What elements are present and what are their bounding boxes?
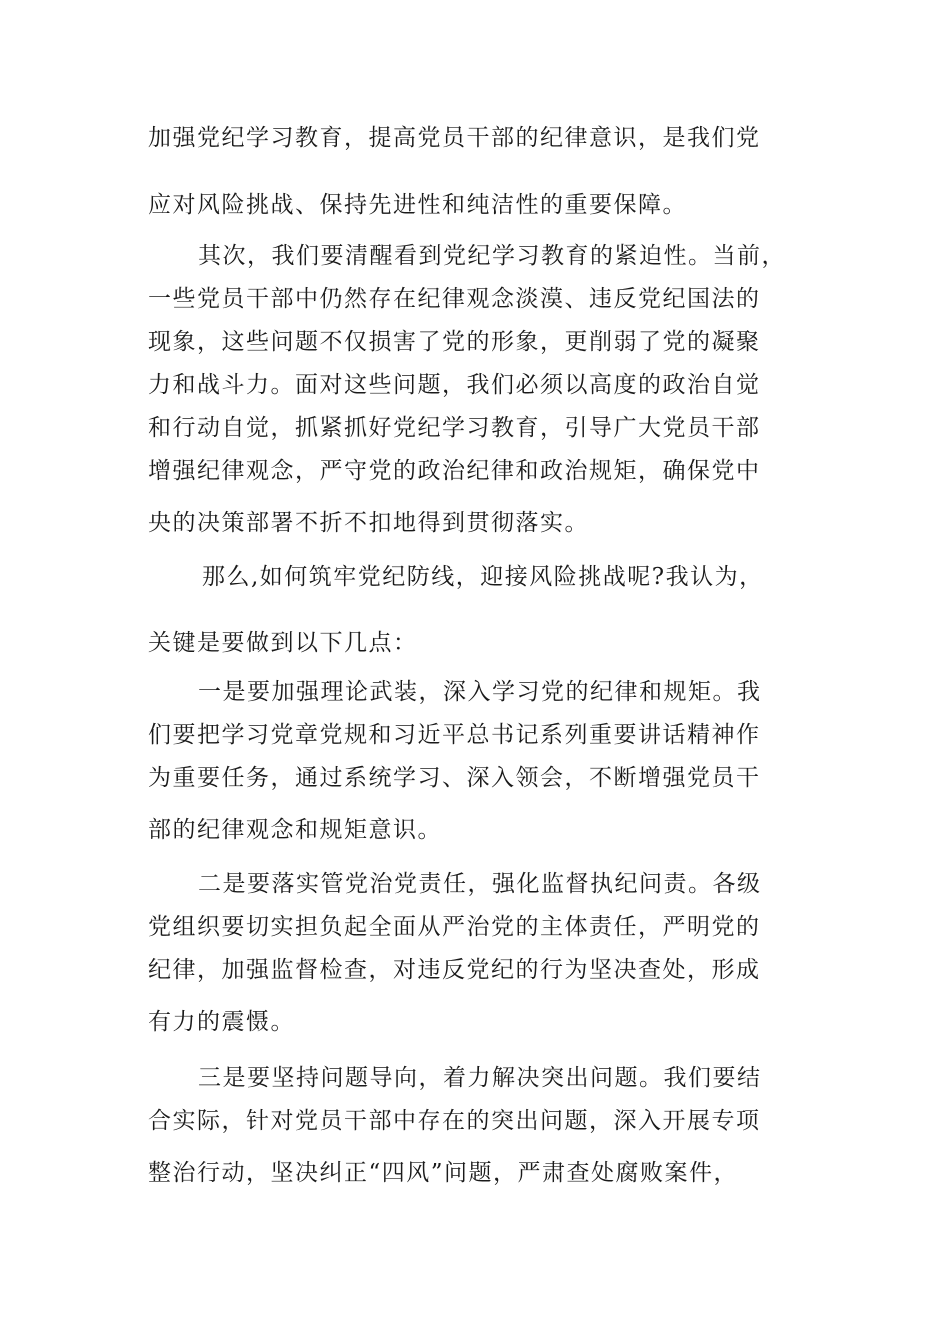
text-line: 为重要任务，通过系统学习、深入领会，不断增强党员干 <box>148 765 761 791</box>
text-line: 其次，我们要清醒看到党纪学习教育的紧迫性。当前， <box>198 243 786 269</box>
text-line: 现象，这些问题不仅损害了党的形象，更削弱了党的凝聚 <box>148 329 761 355</box>
text-line: 三是要坚持问题导向，着力解决突出问题。我们要结 <box>198 1065 762 1091</box>
text-line: 一是要加强理论武装，深入学习党的纪律和规矩。我 <box>198 679 762 705</box>
text-line: 纪律，加强监督检查，对违反党纪的行为坚决查处，形成 <box>148 957 761 983</box>
text-line: 那么,如何筑牢党纪防线，迎接风险挑战呢?我认为， <box>202 564 764 590</box>
text-line: 有力的震慑。 <box>148 1009 295 1035</box>
text-line: 党组织要切实担负起全面从严治党的主体责任，严明党的 <box>148 914 761 940</box>
text-line: 合实际，针对党员干部中存在的突出问题，深入开展专项 <box>148 1108 761 1134</box>
text-line: 部的纪律观念和规矩意识。 <box>148 817 442 843</box>
text-line: 整治行动，坚决纠正“四风”问题，严肃查处腐败案件， <box>148 1160 739 1186</box>
text-line: 增强纪律观念，严守党的政治纪律和政治规矩，确保党中 <box>148 458 761 484</box>
text-line: 和行动自觉，抓紧抓好党纪学习教育，引导广大党员干部 <box>148 415 761 441</box>
text-line: 央的决策部署不折不扣地得到贯彻落实。 <box>148 510 589 536</box>
text-line: 一些党员干部中仍然存在纪律观念淡漠、违反党纪国法的 <box>148 286 761 312</box>
text-line: 加强党纪学习教育，提高党员干部的纪律意识，是我们党 <box>148 125 761 151</box>
text-line: 们要把学习党章党规和习近平总书记系列重要讲话精神作 <box>148 722 761 748</box>
text-line: 应对风险挑战、保持先进性和纯洁性的重要保障。 <box>148 192 687 218</box>
text-line: 二是要落实管党治党责任，强化监督执纪问责。各级 <box>198 871 762 897</box>
text-line: 力和战斗力。面对这些问题，我们必须以高度的政治自觉 <box>148 372 761 398</box>
text-line: 关键是要做到以下几点： <box>148 630 418 656</box>
